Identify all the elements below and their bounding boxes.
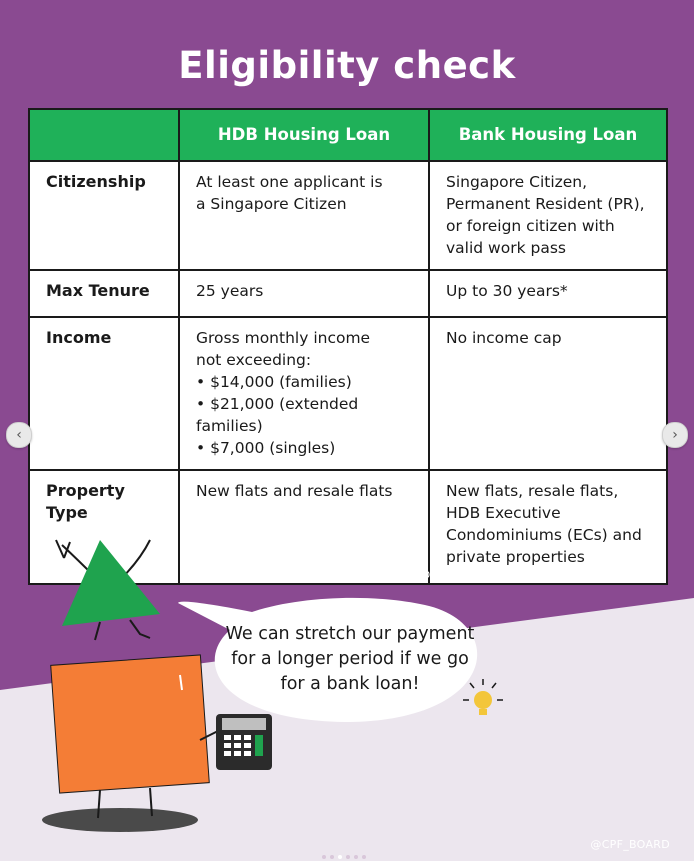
cell-bank-income: No income cap — [429, 317, 667, 470]
calculator-icon — [216, 714, 272, 770]
carousel-dot[interactable] — [354, 855, 358, 859]
chevron-right-icon: › — [672, 427, 678, 443]
income-item-extended-families: • $21,000 (extended families) — [196, 393, 414, 437]
chevron-left-icon: ‹ — [16, 427, 22, 443]
income-item-families: • $14,000 (families) — [196, 371, 414, 393]
header-bank-loan: Bank Housing Loan — [429, 109, 667, 161]
triangle-character — [56, 540, 160, 640]
square-character — [51, 655, 220, 818]
cell-hdb-max-tenure: 25 years — [179, 270, 429, 317]
cell-bank-property-type: New flats, resale flats, HDB Executive Condominiums (ECs) and private properties — [429, 470, 667, 584]
income-item-singles: • $7,000 (singles) — [196, 437, 414, 459]
speech-bubble-text: We can stretch our payment for a longer period if we go for a bank loan! — [225, 624, 475, 694]
footnote: * Loan tenure can be up to 35 years for private properties — [311, 567, 660, 581]
cell-bank-citizenship: Singapore Citizen, Permanent Resident (PR), or foreign citizen with valid work pass — [429, 161, 667, 270]
carousel-next-button[interactable] — [662, 422, 688, 448]
carousel-dot[interactable] — [330, 855, 334, 859]
carousel-dot[interactable] — [362, 855, 366, 859]
row-label-max-tenure: Max Tenure — [29, 270, 179, 317]
carousel-dots — [322, 855, 366, 859]
cell-bank-max-tenure: Up to 30 years* — [429, 270, 667, 317]
carousel-dot[interactable] — [322, 855, 326, 859]
header-hdb-loan: HDB Housing Loan — [179, 109, 429, 161]
row-label-property-type-text: Property Type — [46, 481, 125, 522]
carousel-dot[interactable] — [346, 855, 350, 859]
page-title: Eligibility check — [178, 44, 516, 87]
row-label-citizenship: Citizenship — [29, 161, 179, 270]
account-handle: @CPF_BOARD — [590, 838, 670, 851]
income-intro: Gross monthly income not exceeding: — [196, 329, 371, 369]
row-label-income: Income — [29, 317, 179, 470]
cell-hdb-citizenship-text: At least one applicant is a Singapore Citizen — [196, 173, 383, 213]
carousel-dot-active[interactable] — [338, 855, 342, 859]
carousel-prev-button[interactable] — [6, 422, 32, 448]
cell-hdb-property-type: New flats and resale flats — [179, 470, 429, 584]
